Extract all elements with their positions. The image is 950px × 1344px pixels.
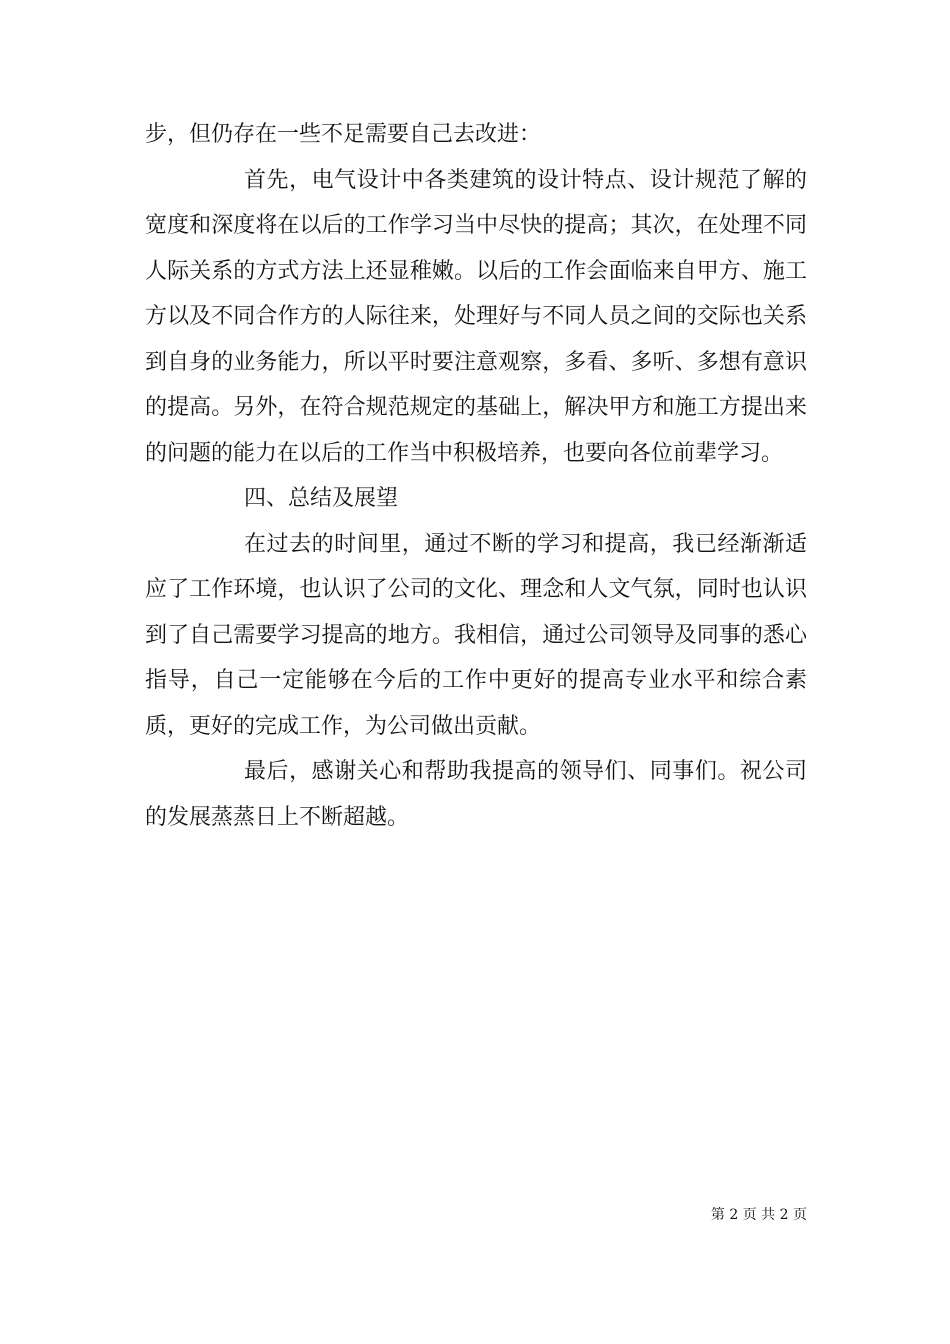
paragraph-summary: 在过去的时间里，通过不断的学习和提高，我已经渐渐适应了工作环境，也认识了公司的文化、理念和人文气氛，同时也认识到了自己需要学习提高的地方。我相信，通过公司领导及同事的悉心指导，自己一定能够在今后的工作中更好的提高专业水平和综合素质，更好的完成工作，为公司做出贡献。: [145, 531, 807, 739]
page-number-footer: 第 2 页 共 2 页: [710, 1207, 807, 1223]
document-body: [145, 112, 807, 840]
paragraph-improvements: 首先，电气设计中各类建筑的设计特点、设计规范了解的宽度和深度将在以后的工作学习当中尽快的提高；其次，在处理不同人际关系的方式方法上还显稚嫩。以后的工作会面临来自甲方、施工方以及不同合作方的人际往来，处理好与不同人员之间的交际也关系到自身的业务能力，所以平时要注意观察，多看、多听、多想有意识的提高。另外，在符合规范规定的基础上，解决甲方和施工方提出来的问题的能力在以后的工作当中积极培养，也要向各位前辈学习。: [145, 167, 807, 466]
section-heading-summary: 四、总结及展望: [244, 486, 399, 511]
paragraph-closing: 最后，感谢关心和帮助我提高的领导们、同事们。祝公司的发展蒸蒸日上不断超越。: [145, 759, 807, 830]
paragraph-continuation: 步，但仍存在一些不足需要自己去改进：: [145, 122, 542, 147]
